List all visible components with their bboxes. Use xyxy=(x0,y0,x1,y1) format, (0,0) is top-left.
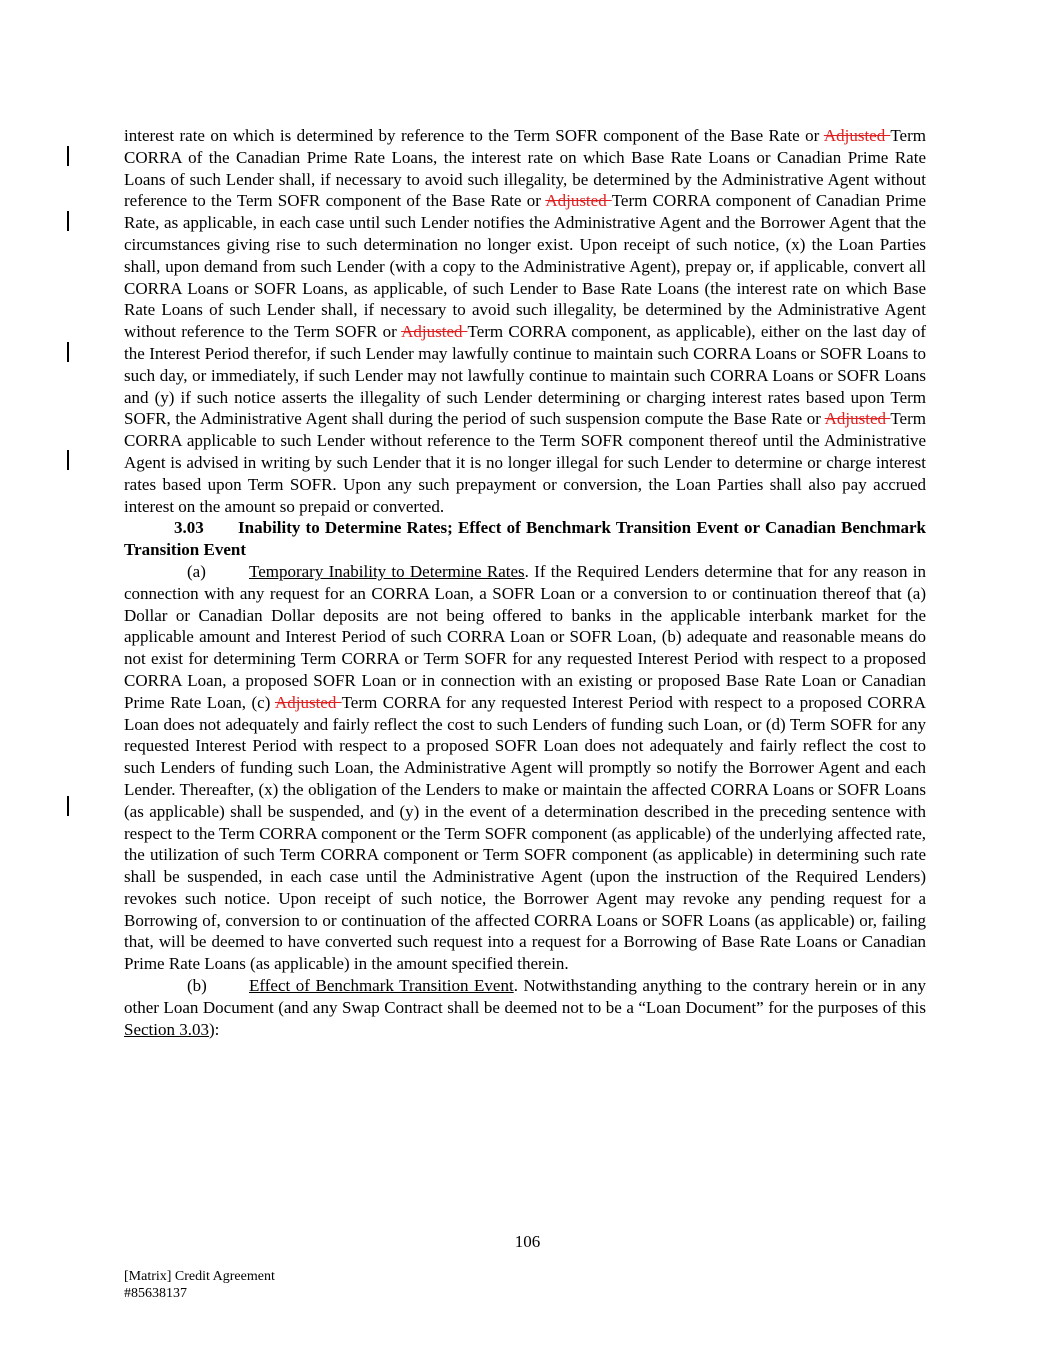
paragraph-illegality-continued xyxy=(124,125,926,517)
footer-doc-id: #85638137 xyxy=(124,1286,187,1301)
section-reference: Section 3.03 xyxy=(124,1019,209,1039)
deleted-text: Adjusted xyxy=(401,322,468,342)
text: . Notwithstanding anything to the contrary herein or in any other Loan Document (and any Swap Contract shall be deemed not to be a “Loan Document” for the purposes of this xyxy=(124,976,927,1017)
subsection-heading: Temporary Inability to Determine Rates xyxy=(249,561,525,581)
deleted-text: Adjusted xyxy=(274,692,342,712)
section-number: 3.03 xyxy=(174,518,204,538)
change-bar xyxy=(67,450,69,470)
change-bar xyxy=(67,342,69,362)
deleted-text: Adjusted xyxy=(545,191,612,211)
text: interest rate on which is determined by reference to the Term SOFR component of the Base Rate or xyxy=(124,126,824,145)
deleted-text: Adjusted xyxy=(824,409,891,429)
subsection-letter: (a) xyxy=(187,561,206,581)
footer xyxy=(124,1268,275,1302)
section-title: Inability to Determine Rates; Effect of Benchmark Transition Event or Canadian Benchmark Transition Event xyxy=(124,518,926,560)
change-bar xyxy=(67,796,69,816)
text: Term CORRA component of Canadian Prime Rate, as applicable, in each case until such Lender notifies the Administrative Agent and the Borrower Agent that the circumstances giving rise to such determination no longer exist. Upon receipt of such notice, (x) the Loan Parties shall, upon demand from such Lender (with a copy to the Administrative Agent), prepay or, if applicable, convert all CORRA Loans or SOFR Loans, as applicable, of such Lender to Base Rate Loans (the interest rate on which Base Rate Loans of such Lender shall, if necessary to avoid such illegality, be determined by the Administrative Agent without reference to the Term SOFR or xyxy=(124,191,927,342)
text: Term CORRA for any requested Interest Period with respect to a proposed CORRA Loan does not adequately and fairly reflect the cost to such Lenders of funding such Loan, or (d) Term SOFR for any requested Interest Period with respect to a proposed SOFR Loan does not adequately and fairly reflect the cost to such Lenders of funding such Loan, the Administrative Agent will promptly so notify the Borrower Agent and each Lender. Thereafter, (x) the obligation of the Lenders to make or maintain the affected CORRA Loans or SOFR Loans (as applicable) shall be suspended, and (y) in the event of a determination described in the preceding sentence with respect to the Term CORRA component or the Term SOFR component (as applicable) of the underlying affected rate, the utilization of such Term CORRA component or Term SOFR component (as applicable) in determining such rate shall be suspended, in each case until the Administrative Agent (upon the instruction of the Required Lenders) revokes such notice. Upon receipt of such notice, the Borrower Agent may revoke any pending request for a Borrowing of, conversion to or continuation of the affected CORRA Loans or SOFR Loans (as applicable) or, failing that, will be deemed to have converted such request into a request for a Borrowing of Base Rate Loans or Canadian Prime Rate Loans (as applicable) in the amount specified therein. xyxy=(124,692,926,974)
page-number: 106 xyxy=(514,1232,541,1251)
text: ): xyxy=(209,1019,220,1039)
section-heading xyxy=(124,517,926,561)
footer-title: [Matrix] Credit Agreement xyxy=(124,1269,275,1284)
text: . If the Required Lenders determine that for any reason in connection with any request for an CORRA Loan, a SOFR Loan or a conversion to or continuation thereof that (a) Dollar or Canadian Dollar deposits are not being offered to banks in the applicable interbank market for the applicable amount and Interest Period of such CORRA Loan or SOFR Loan, (b) adequate and reasonable means do not exist for determining Term CORRA or Term SOFR for any requested Interest Period with respect to a proposed CORRA Loan, a proposed SOFR Loan or in connection with an existing or proposed Base Rate Loan or Canadian Prime Rate Loan, (c) xyxy=(124,561,926,712)
text: Term CORRA applicable to such Lender without reference to the Term SOFR component thereof until the Administrative Agent is advised in writing by such Lender that it is no longer illegal for such Lender to determine or charge interest rates based upon Term SOFR. Upon any such prepayment or conversion, the Loan Parties shall also pay accrued interest on the amount so prepaid or converted. xyxy=(124,409,926,516)
subsection-heading: Effect of Benchmark Transition Event xyxy=(249,976,514,996)
subsection-letter: (b) xyxy=(187,976,207,996)
text: Term CORRA component, as applicable), either on the last day of the Interest Period therefor, if such Lender may lawfully continue to maintain such CORRA Loans or SOFR Loans to such day, or immediately, if such Lender may not lawfully continue to maintain such CORRA Loans or SOFR Loans and (y) if such notice asserts the illegality of such Lender determining or charging interest rates based upon Term SOFR, the Administrative Agent shall during the period of such suspension compute the Base Rate or xyxy=(124,322,926,429)
subsection-a xyxy=(124,561,926,975)
document-body xyxy=(124,125,926,1040)
text: Term CORRA of the Canadian Prime Rate Loans, the interest rate on which Base Rate Loans or Canadian Prime Rate Loans of such Lender shall, if necessary to avoid such illegality, be determined by the Administrative Agent without reference to the Term SOFR component of the Base Rate or xyxy=(124,126,926,211)
subsection-b xyxy=(124,975,926,1040)
change-bar xyxy=(67,146,69,166)
change-bar xyxy=(67,211,69,231)
deleted-text: Adjusted xyxy=(823,126,891,145)
